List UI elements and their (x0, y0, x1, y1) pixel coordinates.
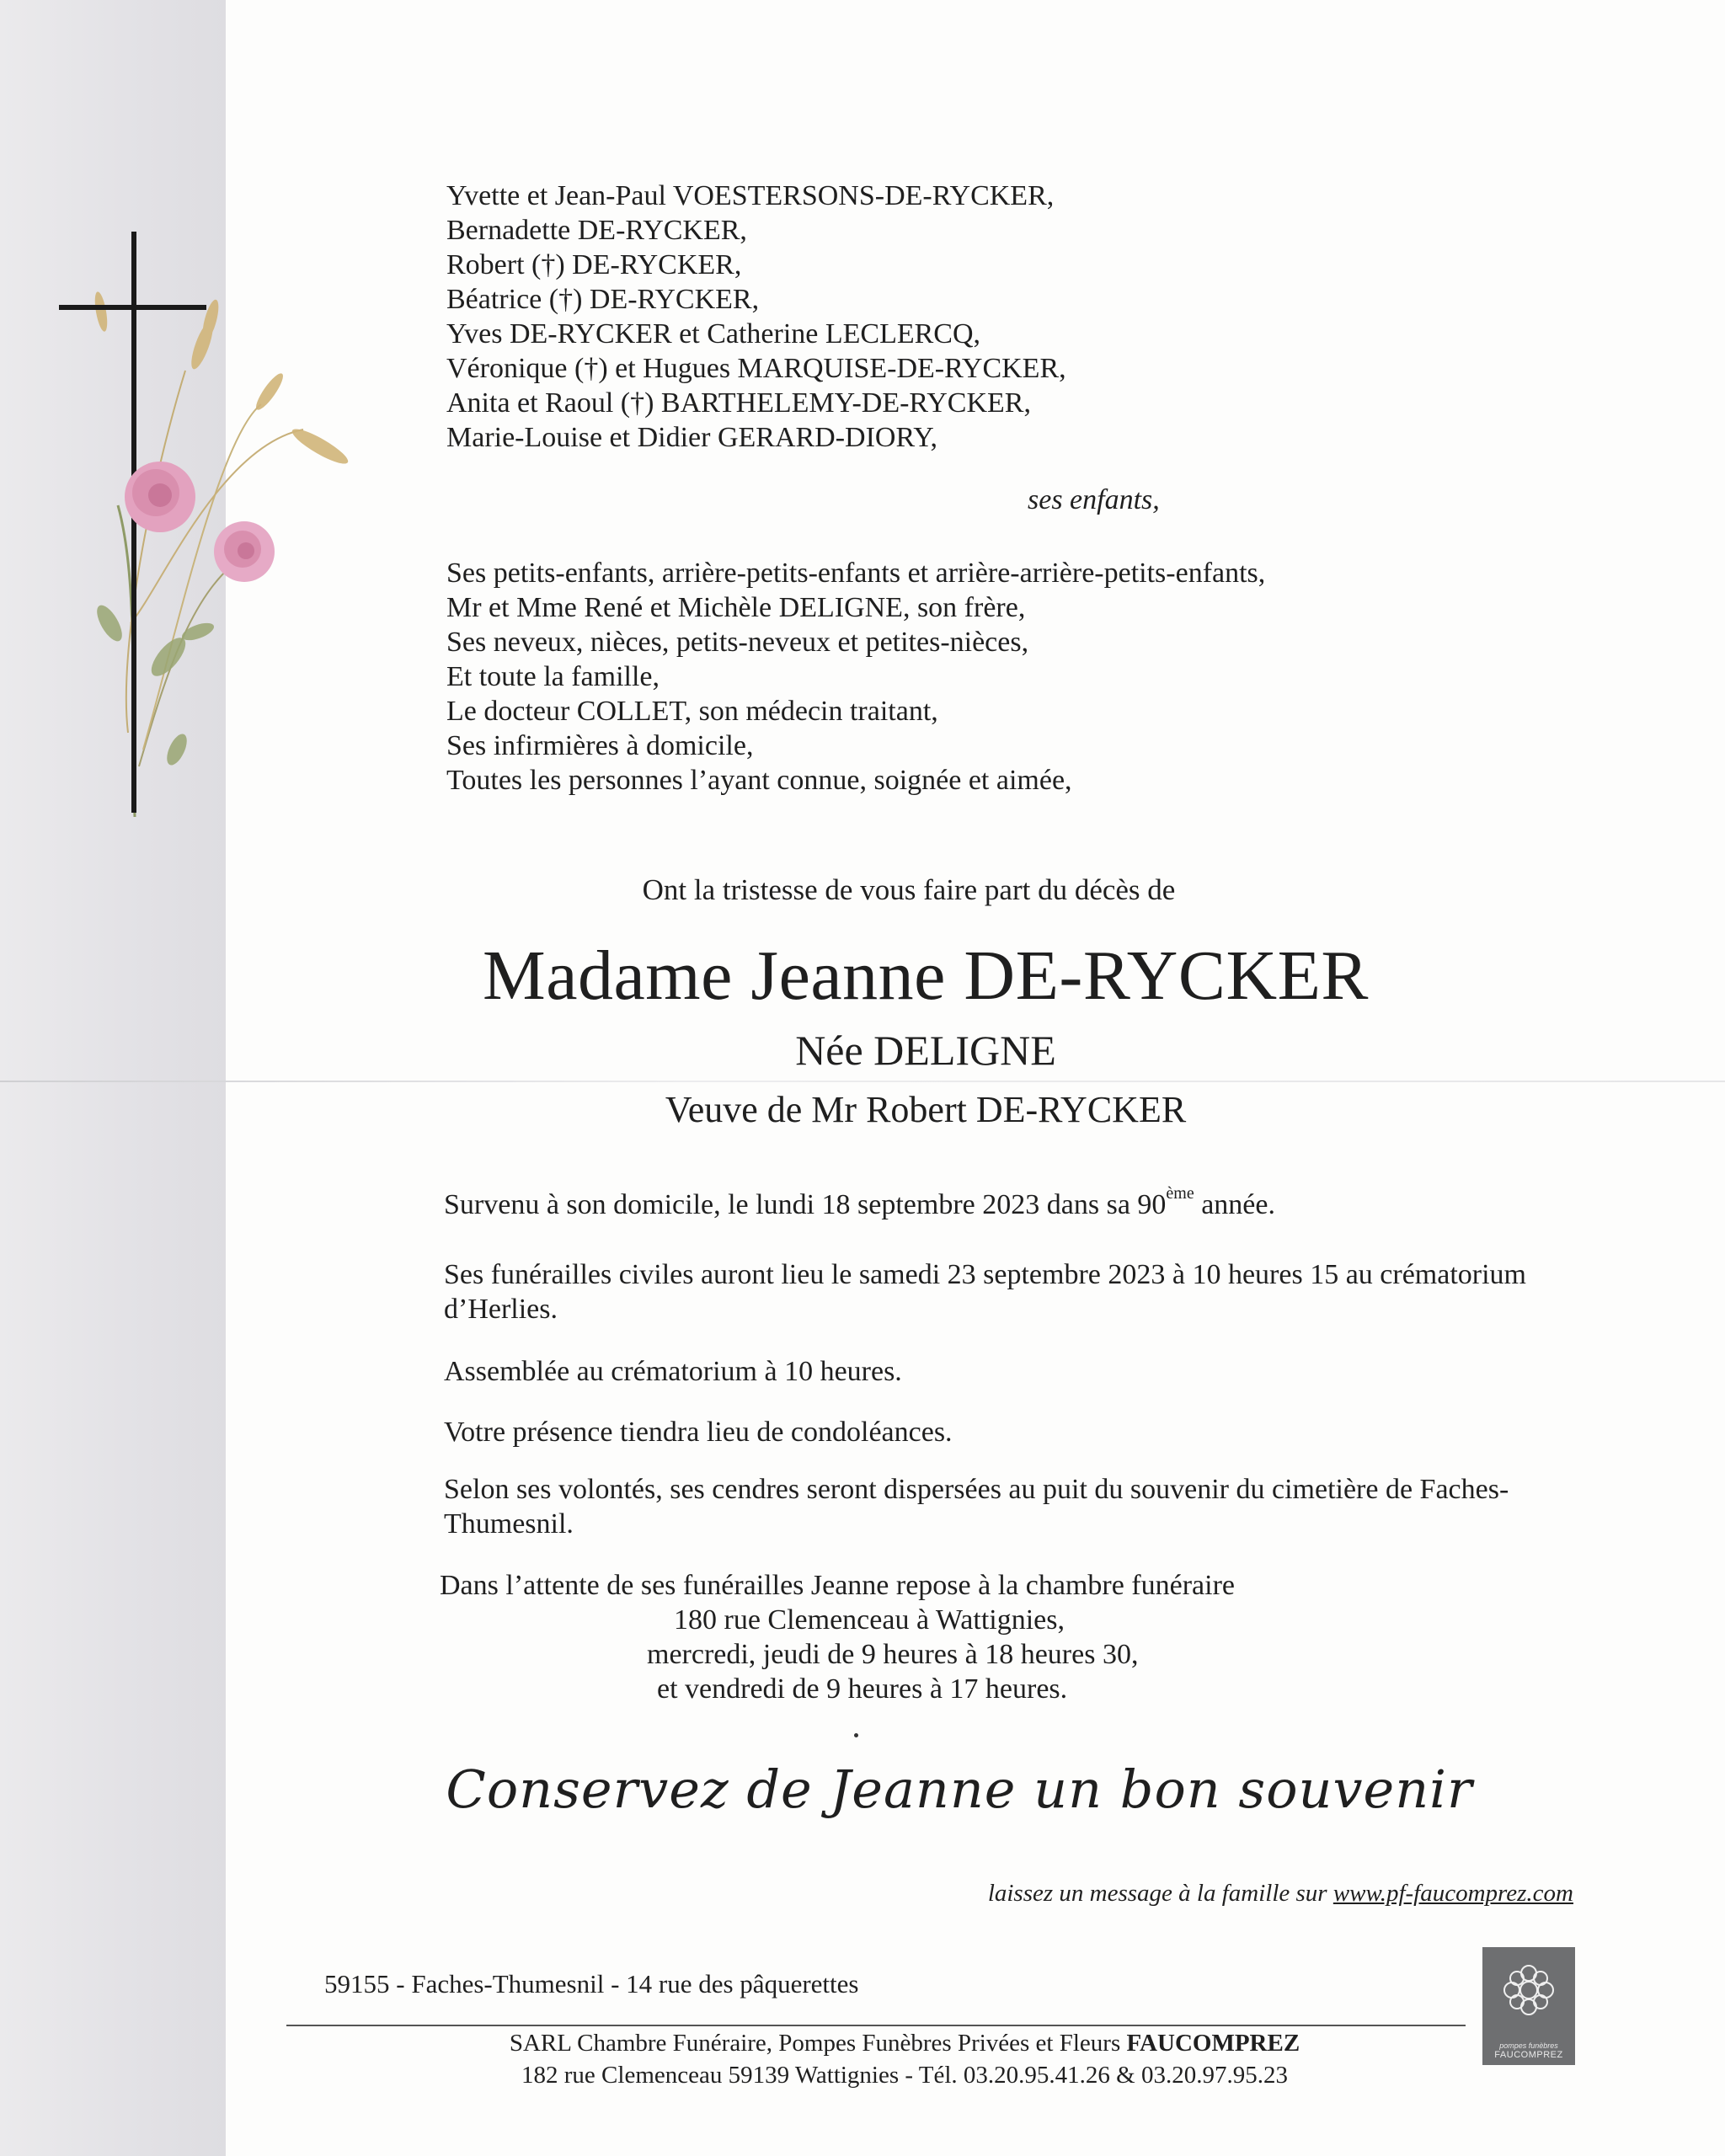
child-line: Robert (†) DE-RYCKER, (446, 249, 742, 280)
funeral-info: Ses funérailles civiles auront lieu le samedi 23 septembre 2023 à 10 heures 15 au crématorium d’Herlies. (444, 1259, 1526, 1325)
viewing-intro: Dans l’attente de ses funérailles Jeanne repose à la chambre funéraire (440, 1570, 1235, 1601)
family-line: Toutes les personnes l’ayant connue, soignée et aimée, (446, 765, 1072, 796)
ordinal-superscript: ème (1166, 1184, 1194, 1203)
children-label: ses enfants, (1028, 484, 1160, 515)
ashes-info: Selon ses volontés, ses cendres seront dispersées au puit du souvenir du cimetière de Faches-Thumesnil. (444, 1474, 1509, 1540)
family-line: Mr et Mme René et Michèle DELIGNE, son frère, (446, 592, 1026, 623)
death-info-suffix: année. (1194, 1189, 1275, 1220)
funeral-home-website-link[interactable]: www.pf-faucomprez.com (1332, 1880, 1573, 1907)
viewing-hours: mercredi, jeudi de 9 heures à 18 heures 30, (647, 1639, 1139, 1670)
company-logo (1482, 1947, 1575, 2065)
maiden-name: Née DELIGNE (795, 1027, 1056, 1074)
family-list (446, 556, 1265, 798)
family-line: Le docteur COLLET, son médecin traitant, (446, 696, 938, 727)
dot-mark (854, 1733, 858, 1737)
cross-flowers-illustration (51, 227, 387, 825)
child-line: Yvette et Jean-Paul VOESTERSONS-DE-RYCKER, (446, 180, 1055, 211)
footer-divider (286, 2025, 1466, 2026)
child-line: Bernadette DE-RYCKER, (446, 215, 747, 246)
child-line: Anita et Raoul (†) BARTHELEMY-DE-RYCKER, (446, 387, 1031, 419)
child-line: Marie-Louise et Didier GERARD-DIORY, (446, 422, 937, 453)
widow-of: Veuve de Mr Robert DE-RYCKER (665, 1089, 1187, 1130)
company-name-prefix: SARL Chambre Funéraire, Pompes Funèbres Privées et Fleurs (509, 2030, 1127, 2057)
company-name (0, 2030, 1725, 2057)
family-line: Et toute la famille, (446, 661, 660, 692)
online-message-text: laissez un message à la famille sur (987, 1880, 1333, 1907)
child-line: Béatrice (†) DE-RYCKER, (446, 284, 760, 315)
children-list (446, 179, 1066, 455)
company-brand: FAUCOMPREZ (1126, 2030, 1300, 2057)
death-info-text: Survenu à son domicile, le lundi 18 septembre 2023 dans sa 90 (444, 1189, 1167, 1220)
family-line: Ses neveux, nièces, petits-neveux et petites-nièces, (446, 627, 1029, 658)
announcement-text: Ont la tristesse de vous faire part du décès de (642, 873, 1176, 906)
child-line: Véronique (†) et Hugues MARQUISE-DE-RYCKER, (446, 353, 1066, 384)
logo-tagline: pompes funèbres (1499, 2041, 1558, 2050)
closing-message: Conservez de Jeanne un bon souvenir (446, 1758, 1473, 1820)
viewing-address: 180 rue Clemenceau à Wattignies, (674, 1604, 1065, 1636)
child-line: Yves DE-RYCKER et Catherine LECLERCQ, (446, 318, 981, 350)
company-address: 182 rue Clemenceau 59139 Wattignies - Tél. 03.20.95.41.26 & 03.20.97.95.23 (521, 2062, 1288, 2089)
family-address: 59155 - Faches-Thumesnil - 14 rue des pâquerettes (324, 1969, 859, 1999)
online-message (988, 1880, 1573, 1908)
deceased-name: Madame Jeanne DE-RYCKER (483, 937, 1369, 1015)
viewing-hours: et vendredi de 9 heures à 17 heures. (657, 1673, 1068, 1705)
presence-info: Votre présence tiendra lieu de condoléances. (444, 1417, 953, 1448)
family-line: Ses petits-enfants, arrière-petits-enfants et arrière-arrière-petits-enfants, (446, 558, 1266, 589)
death-info (444, 1184, 1275, 1222)
assembly-info: Assemblée au crématorium à 10 heures. (444, 1356, 902, 1387)
family-line: Ses infirmières à domicile, (446, 730, 754, 761)
flower-logo-icon (1494, 1956, 1563, 2025)
paper-fold-line (0, 1081, 1725, 1082)
logo-brand: FAUCOMPREZ (1494, 2050, 1563, 2060)
